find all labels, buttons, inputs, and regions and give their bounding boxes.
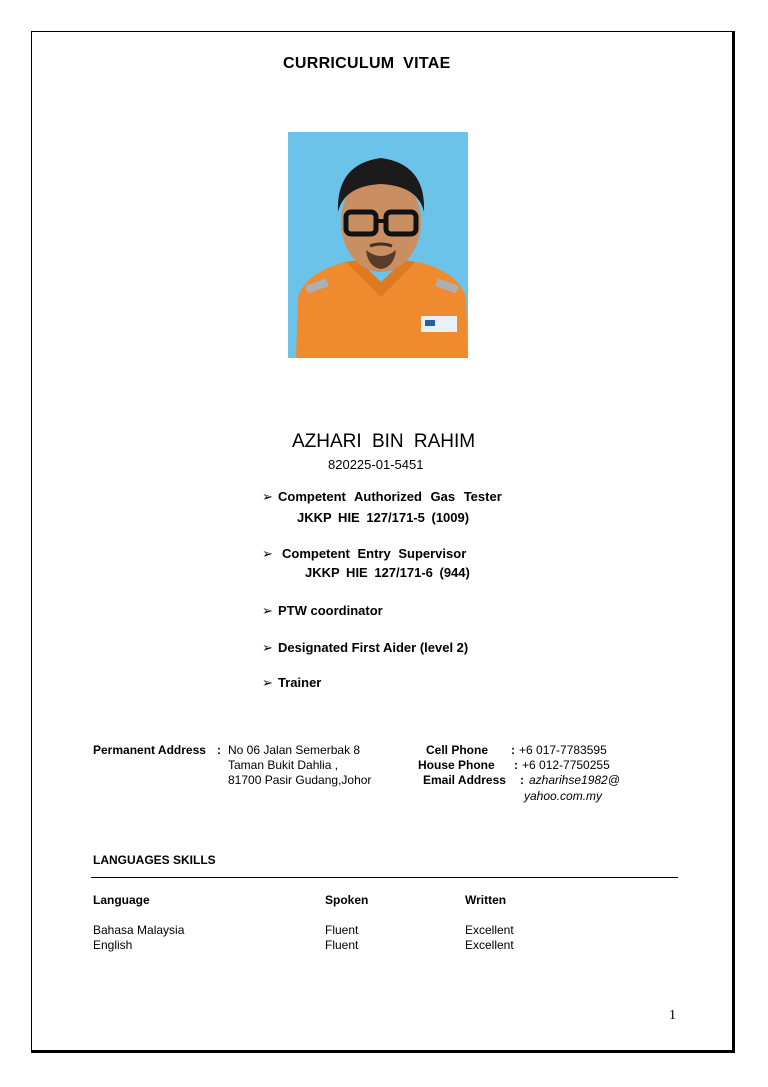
qualification-item: ➢ Designated First Aider (level 2) (262, 640, 469, 655)
document-title: CURRICULUM VITAE (283, 55, 451, 72)
address-colon: : (217, 743, 221, 757)
address-label: Permanent Address (93, 743, 206, 757)
qualification-item: ➢ PTW coordinator (262, 603, 383, 618)
section-divider (91, 877, 678, 878)
address-line-2: Taman Bukit Dahlia , (228, 758, 339, 772)
coverall-shirt (296, 262, 468, 358)
language-name: Bahasa Malaysia (93, 923, 185, 937)
page-number: 1 (669, 1008, 676, 1023)
person-portrait (286, 122, 476, 380)
email-label: Email Address (423, 773, 506, 787)
qualification-item: ➢ Trainer (262, 675, 322, 690)
house-phone-colon: : (514, 758, 518, 772)
qualification-item: ➢ Competent Authorized Gas Tester (262, 489, 502, 504)
qualification-reference: JKKP HIE 127/171-6 (944) (305, 565, 470, 580)
arrow-bullet-icon: ➢ (262, 489, 273, 504)
arrow-bullet-icon: ➢ (262, 603, 273, 618)
language-name: English (93, 938, 133, 952)
language-spoken: Fluent (325, 938, 359, 952)
email-line-1: azharihse1982@ (529, 773, 620, 787)
profile-photo (286, 122, 476, 380)
column-header-written: Written (465, 893, 507, 907)
email-line-2: yahoo.com.my (524, 789, 603, 803)
cell-phone-value: +6 017-7783595 (519, 743, 607, 757)
qualification-reference: JKKP HIE 127/171-5 (1009) (297, 510, 470, 525)
language-spoken: Fluent (325, 923, 359, 937)
language-written: Excellent (465, 938, 514, 952)
cell-phone-label: Cell Phone (426, 743, 489, 757)
email-colon: : (520, 773, 524, 787)
languages-heading: LANGUAGES SKILLS (93, 853, 216, 867)
arrow-bullet-icon: ➢ (262, 675, 273, 690)
qualification-item: ➢ Competent Entry Supervisor (262, 546, 467, 561)
house-phone-value: +6 012-7750255 (522, 758, 610, 772)
house-phone-label: House Phone (418, 758, 495, 772)
cell-phone-colon: : (511, 743, 515, 757)
ic-number: 820225-01-5451 (328, 457, 424, 472)
language-written: Excellent (465, 923, 514, 937)
address-line-3: 81700 Pasir Gudang,Johor (228, 773, 372, 787)
column-header-spoken: Spoken (325, 893, 369, 907)
full-name: AZHARI BIN RAHIM (292, 431, 476, 452)
column-header-language: Language (93, 893, 150, 907)
address-line-1: No 06 Jalan Semerbak 8 (228, 743, 361, 757)
arrow-bullet-icon: ➢ (262, 546, 273, 561)
arrow-bullet-icon: ➢ (262, 640, 273, 655)
